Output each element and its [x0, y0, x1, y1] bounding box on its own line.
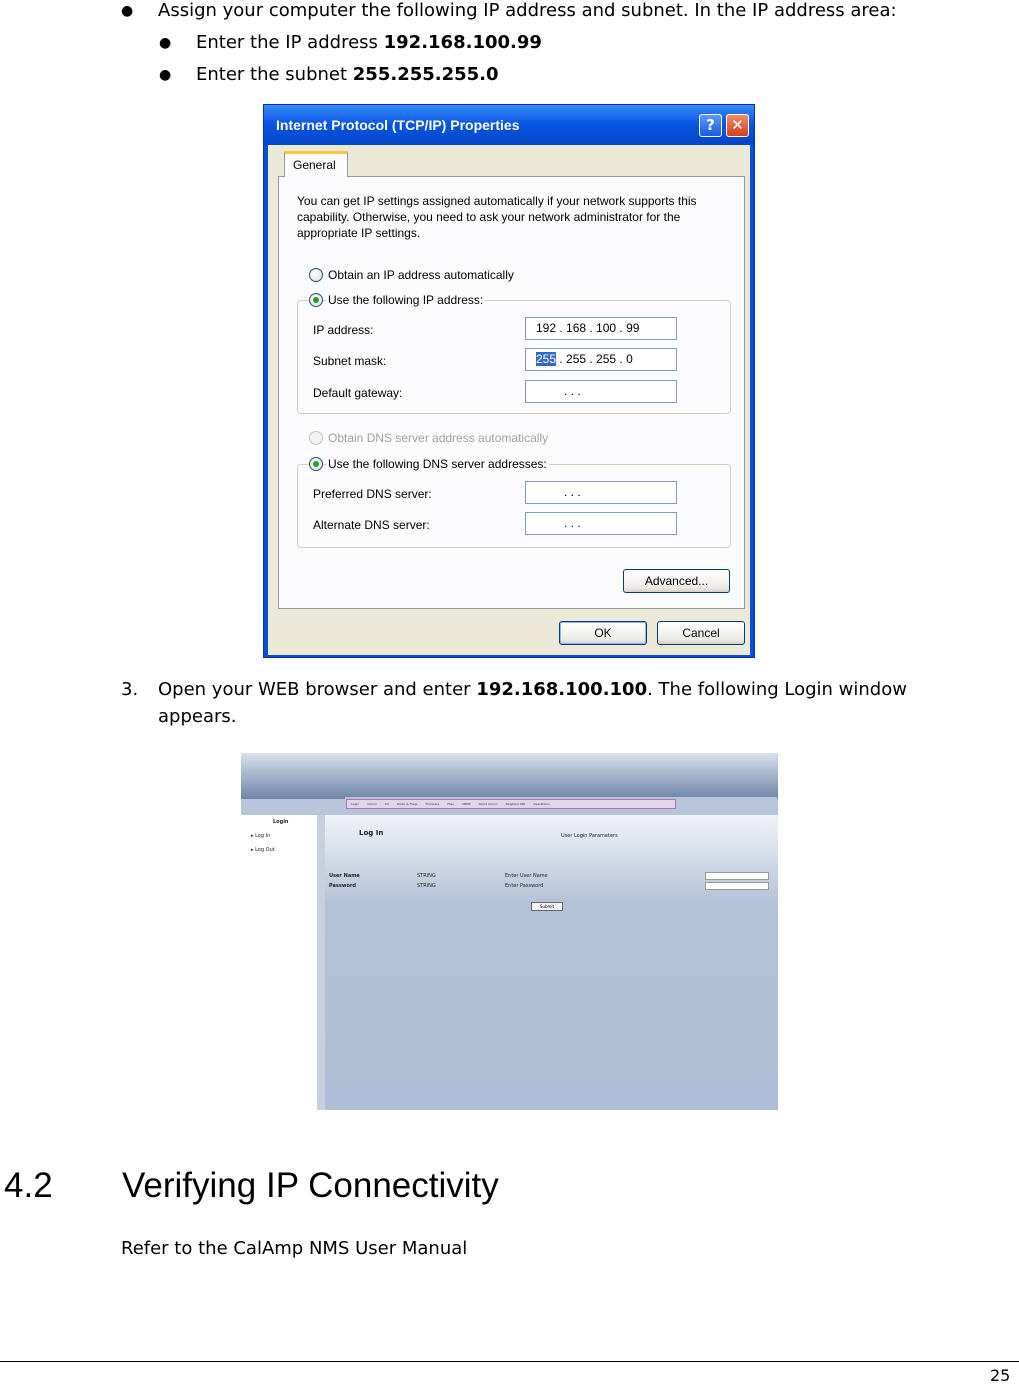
password-input[interactable] — [705, 882, 769, 890]
dns-settings-group — [297, 464, 731, 548]
tcpip-properties-dialog — [263, 104, 755, 658]
preferred-dns-label: Preferred DNS server: — [313, 487, 432, 501]
open-browser-instruction: Open your WEB browser and enter 192.168.100.100. The following Login window — [158, 679, 907, 700]
menu-item[interactable]: SNMP — [461, 802, 471, 806]
login-window-screenshot — [241, 753, 778, 1110]
step-number: 3. — [121, 679, 139, 700]
username-hint: Enter User Name — [505, 873, 548, 879]
menu-item[interactable]: Files — [447, 802, 454, 806]
manual-dns-radio[interactable] — [309, 457, 323, 471]
menu-item[interactable]: Radio & Freqs — [396, 802, 418, 806]
auto-dns-radio[interactable] — [309, 431, 323, 445]
menu-item[interactable]: Neighbor NPI — [505, 802, 526, 806]
login-heading: Log In — [359, 829, 384, 837]
menu-item[interactable]: Firmware — [425, 802, 440, 806]
help-button[interactable]: ? — [699, 114, 722, 137]
assign-ip-instruction: Assign your computer the following IP address and subnet. In the IP address area: — [158, 0, 897, 21]
login-section-title: User Login Parameters — [561, 833, 618, 839]
alternate-dns-label: Alternate DNS server: — [313, 518, 430, 532]
menu-item[interactable]: Operations — [533, 802, 550, 806]
browser-address: 192.168.100.100 — [476, 679, 648, 700]
dialog-title-bar — [264, 105, 754, 145]
page-number: 25 — [990, 1366, 1011, 1385]
auto-ip-radio[interactable] — [309, 268, 323, 282]
bullet-dot: ● — [159, 35, 172, 51]
username-input[interactable] — [705, 872, 769, 880]
cancel-button[interactable]: Cancel — [657, 621, 745, 645]
ok-button[interactable]: OK — [559, 621, 647, 645]
sidebar-link-logout[interactable]: ▸ Log Out — [251, 847, 275, 853]
subnet-value: 255.255.255.0 — [352, 64, 499, 85]
manual-ip-label: Use the following IP address: — [328, 293, 484, 307]
gateway-field[interactable]: . . . — [525, 380, 677, 403]
bullet-dot: ● — [121, 3, 134, 19]
menu-item[interactable]: OS — [384, 802, 389, 806]
login-main — [325, 815, 778, 1110]
ip-address-value: 192.168.100.99 — [383, 32, 542, 53]
subnet-instruction: Enter the subnet 255.255.255.0 — [196, 64, 499, 85]
manual-ip-radio[interactable] — [309, 293, 323, 307]
preferred-dns-field[interactable]: . . . — [525, 481, 677, 504]
password-hint: Enter Password — [505, 883, 544, 889]
sidebar-title: Login — [273, 819, 289, 825]
subnet-mask-label: Subnet mask: — [313, 354, 387, 368]
menu-item[interactable]: Admin — [367, 802, 377, 806]
general-tab-panel — [278, 176, 745, 609]
alternate-dns-field[interactable]: . . . — [525, 512, 677, 535]
manual-dns-label: Use the following DNS server addresses: — [328, 457, 547, 471]
login-menu-bar — [346, 799, 676, 809]
footer-divider — [0, 1361, 1019, 1362]
login-sidebar — [241, 815, 317, 1110]
password-type: STRING — [417, 883, 436, 889]
ip-address-label: IP address: — [313, 323, 374, 337]
section-body: Refer to the CalAmp NMS User Manual — [121, 1238, 468, 1259]
selected-octet: 255 — [536, 352, 557, 366]
section-heading — [4, 1166, 499, 1206]
password-label: Password — [329, 883, 356, 889]
bullet-dot: ● — [159, 67, 172, 83]
login-header-banner — [241, 753, 778, 799]
section-title: Verifying IP Connectivity — [122, 1166, 499, 1205]
sidebar-link-login[interactable]: ▸ Log In — [251, 833, 271, 839]
dialog-body — [268, 145, 750, 655]
gateway-label: Default gateway: — [313, 386, 403, 400]
tab-general[interactable]: General — [284, 151, 348, 177]
username-label: User Name — [329, 873, 360, 879]
sidebar-divider — [317, 815, 325, 1110]
ip-address-field[interactable]: 192 . 168 . 100 . 99 — [525, 317, 677, 340]
intro-text: You can get IP settings assigned automatically if your network supports this capability. Otherwise, you need to ask your network administrator for the appropriate IP settings. — [297, 194, 697, 240]
advanced-button[interactable]: Advanced... — [623, 569, 730, 593]
section-number: 4.2 — [4, 1166, 53, 1205]
dialog-title: Internet Protocol (TCP/IP) Properties — [276, 117, 520, 133]
username-type: STRING — [417, 873, 436, 879]
close-button[interactable]: ✕ — [726, 114, 749, 137]
auto-ip-label: Obtain an IP address automatically — [328, 268, 514, 282]
open-browser-instruction-cont: appears. — [158, 706, 237, 727]
subnet-mask-field[interactable]: 255 . 255 . 255 . 0 — [525, 348, 677, 371]
auto-dns-label: Obtain DNS server address automatically — [328, 431, 549, 445]
ip-address-instruction: Enter the IP address 192.168.100.99 — [196, 32, 542, 53]
submit-button[interactable]: Submit — [531, 902, 563, 911]
menu-item[interactable]: Login — [351, 802, 360, 806]
menu-item[interactable]: World Admin — [478, 802, 498, 806]
